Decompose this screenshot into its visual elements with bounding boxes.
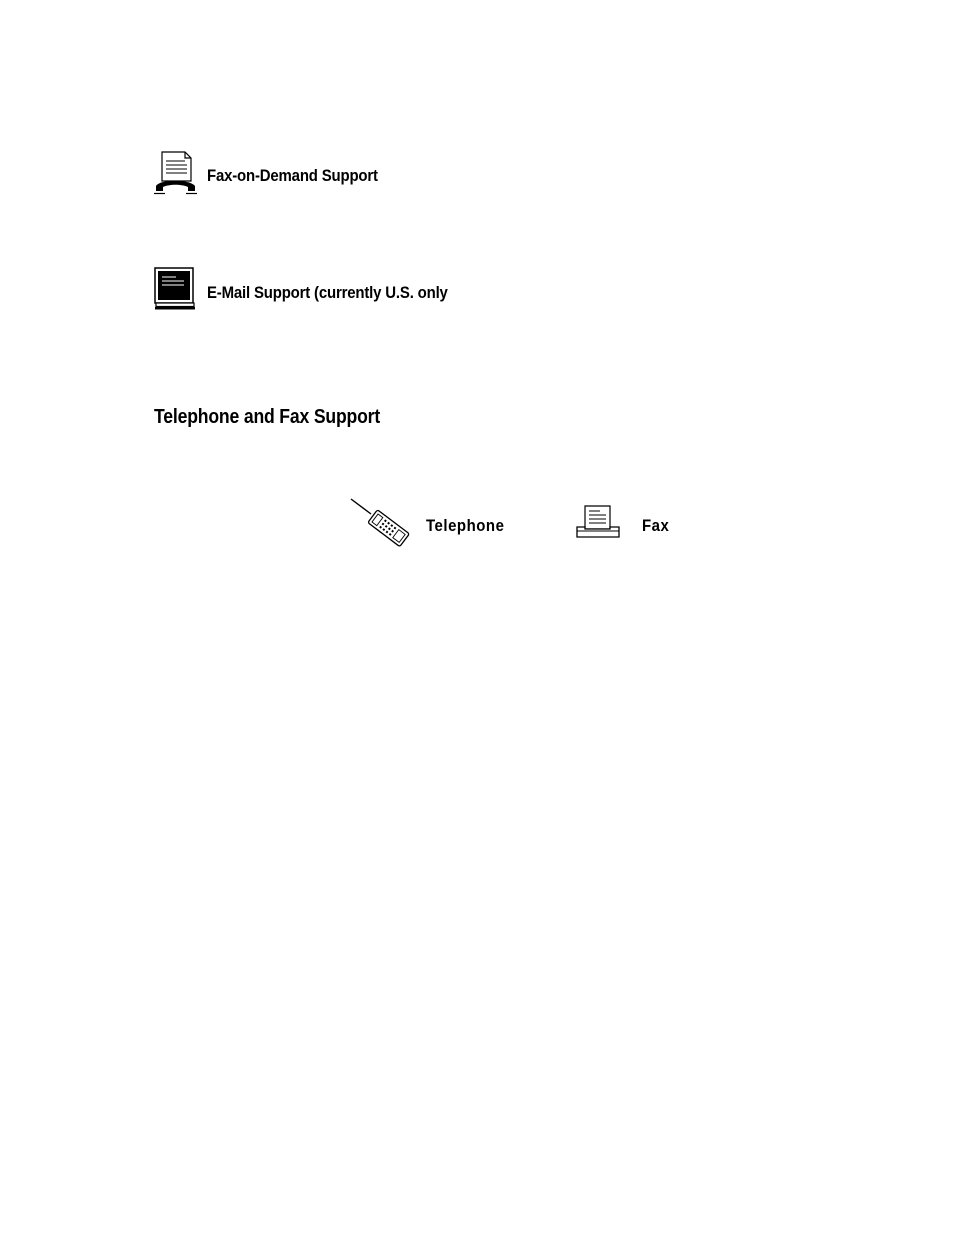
mobile-phone-icon (349, 497, 413, 549)
fax-label: Fax (642, 516, 670, 535)
fax-on-demand-icon (154, 151, 198, 195)
email-support-label: E-Mail Support (currently U.S. only (207, 283, 448, 302)
computer-monitor-icon (154, 267, 196, 311)
telephone-label: Telephone (426, 516, 505, 535)
fax-machine-icon (576, 505, 622, 539)
fax-on-demand-label: Fax-on-Demand Support (207, 166, 378, 185)
telephone-fax-heading: Telephone and Fax Support (154, 406, 381, 428)
